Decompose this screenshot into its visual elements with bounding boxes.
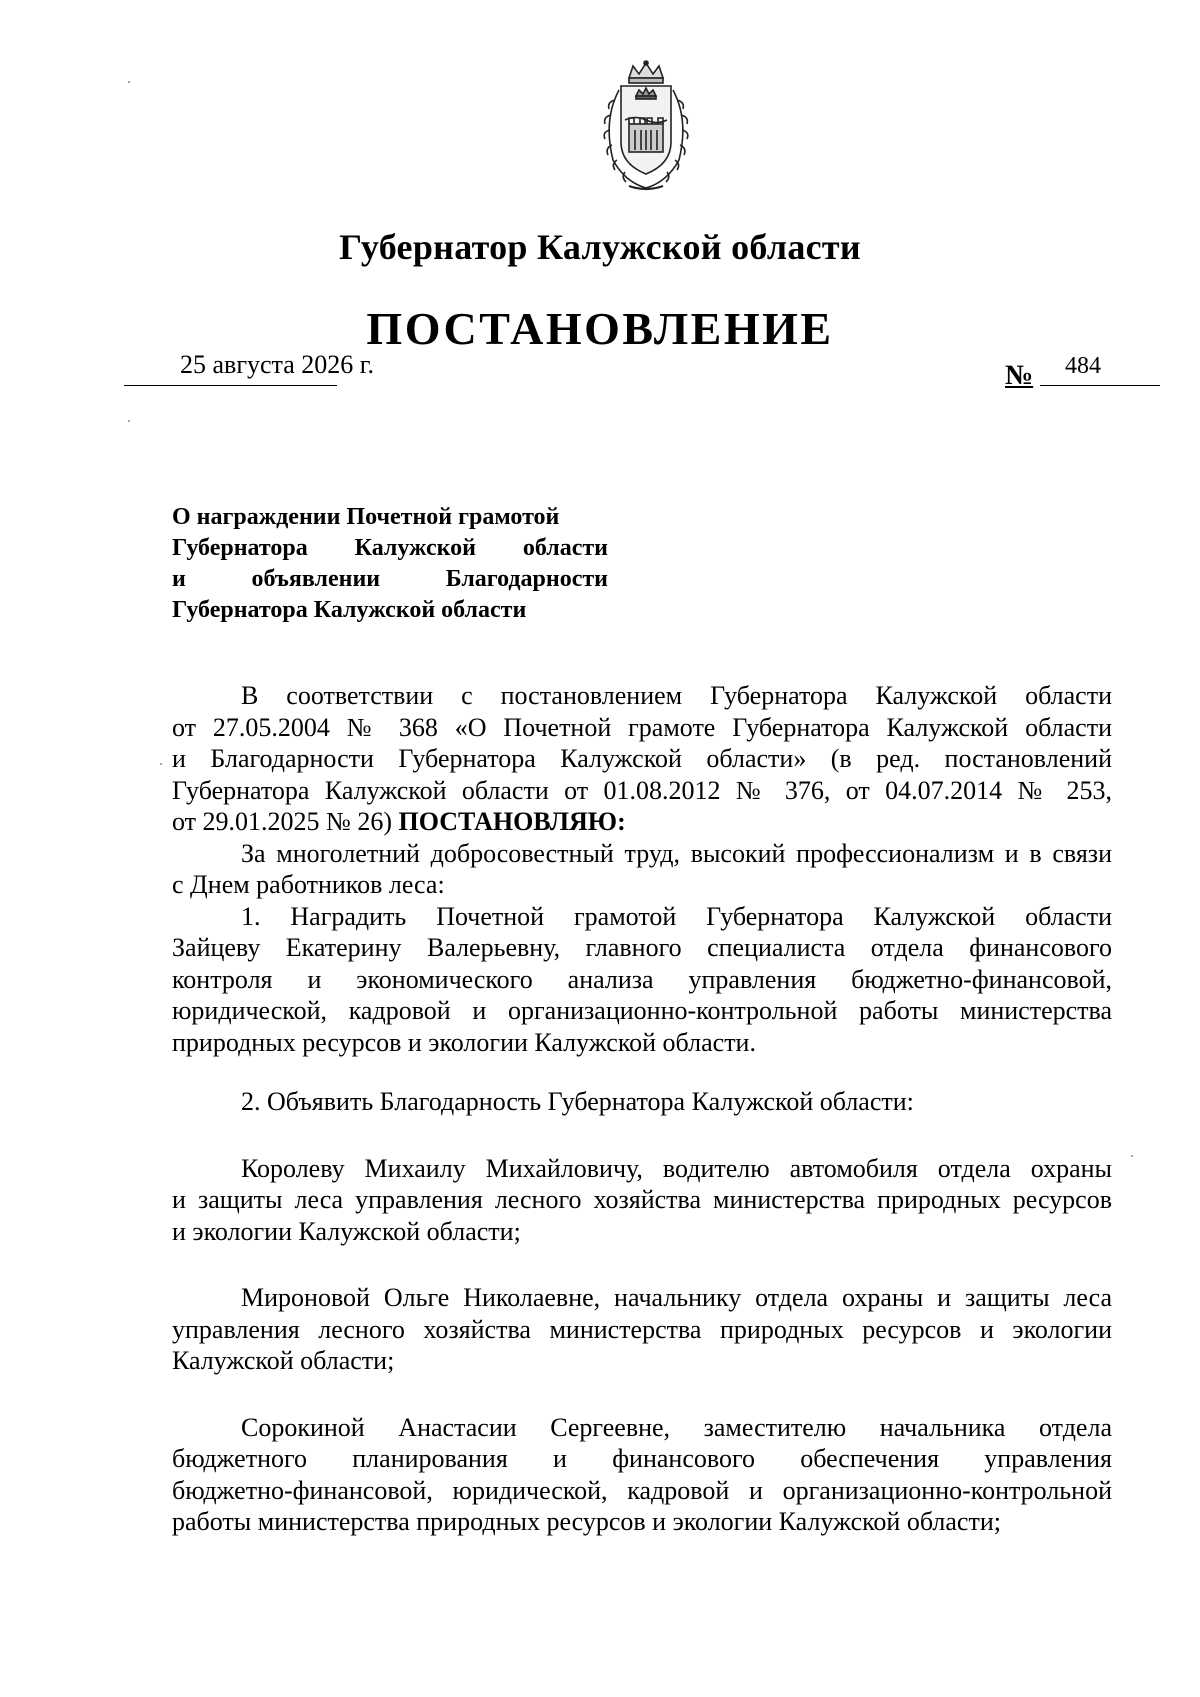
- scan-speck: [128, 420, 130, 422]
- body-line: бюджетно-финансовой, юридической, кадровой и организационно-контрольной: [172, 1475, 1112, 1505]
- document-body: [172, 680, 1112, 1538]
- body-line: Мироновой Ольге Николаевне, начальнику отдела охраны и защиты леса: [241, 1283, 1112, 1312]
- legal-basis-tail: от 29.01.2025 № 26): [172, 807, 392, 836]
- body-line: Калужской области;: [172, 1346, 395, 1375]
- document-number: 484: [1065, 353, 1101, 379]
- subject-line: и объявлении Благодарности: [172, 566, 608, 592]
- issuing-authority: Губернатор Калужской области: [339, 227, 861, 267]
- number-underline: [1040, 385, 1160, 386]
- number-sign: №: [1005, 360, 1034, 391]
- body-line: В соответствии с постановлением Губернатора Калужской области: [241, 681, 1112, 710]
- body-line: [172, 806, 1112, 838]
- decree-keyword: ПОСТАНОВЛЯЮ:: [398, 807, 626, 836]
- body-line: от 27.05.2004 № 368 «О Почетной грамоте Губернатора Калужской области: [172, 712, 1112, 742]
- subject-line: Губернатора Калужской области: [172, 535, 608, 561]
- date-underline: [124, 385, 337, 386]
- coat-of-arms-emblem: [589, 60, 703, 192]
- body-line: 1. Наградить Почетной грамотой Губернатора Калужской области: [241, 901, 1112, 931]
- scan-speck: [128, 81, 130, 83]
- subject-line: Губернатора Калужской области: [172, 597, 527, 623]
- scan-speck: [1131, 1155, 1133, 1157]
- body-line: Сорокиной Анастасии Сергеевне, заместителю начальника отдела: [241, 1412, 1112, 1442]
- document-type-title: ПОСТАНОВЛЕНИЕ: [366, 303, 834, 354]
- body-line: с Днем работников леса:: [172, 870, 445, 899]
- body-line: и Благодарности Губернатора Калужской области» (в ред. постановлений: [172, 744, 1112, 773]
- body-line: Губернатора Калужской области от 01.08.2012 № 376, от 04.07.2014 № 253,: [172, 775, 1112, 805]
- body-line: 2. Объявить Благодарность Губернатора Калужской области:: [241, 1087, 914, 1116]
- body-line: природных ресурсов и экологии Калужской области.: [172, 1027, 756, 1057]
- document-date: 25 августа 2026 г.: [180, 350, 374, 379]
- subject-line: О награждении Почетной грамотой: [172, 504, 560, 530]
- body-line: работы министерства природных ресурсов и экологии Калужской области;: [172, 1507, 1001, 1536]
- body-line: и защиты леса управления лесного хозяйства министерства природных ресурсов: [172, 1185, 1112, 1214]
- body-line: бюджетного планирования и финансового обеспечения управления: [172, 1444, 1112, 1473]
- scan-speck: [160, 763, 162, 765]
- document-subject: [172, 502, 608, 626]
- body-line: Королеву Михаилу Михайловичу, водителю автомобиля отдела охраны: [241, 1153, 1112, 1183]
- body-line: Зайцеву Екатерину Валерьевну, главного специалиста отдела финансового: [172, 933, 1112, 962]
- body-line: и экологии Калужской области;: [172, 1216, 521, 1246]
- body-line: юридической, кадровой и организационно-контрольной работы министерства: [172, 996, 1112, 1025]
- body-line: управления лесного хозяйства министерства природных ресурсов и экологии: [172, 1314, 1112, 1344]
- body-line: контроля и экономического анализа управления бюджетно-финансовой,: [172, 964, 1112, 994]
- body-line: За многолетний добросовестный труд, высокий профессионализм и в связи: [241, 838, 1112, 868]
